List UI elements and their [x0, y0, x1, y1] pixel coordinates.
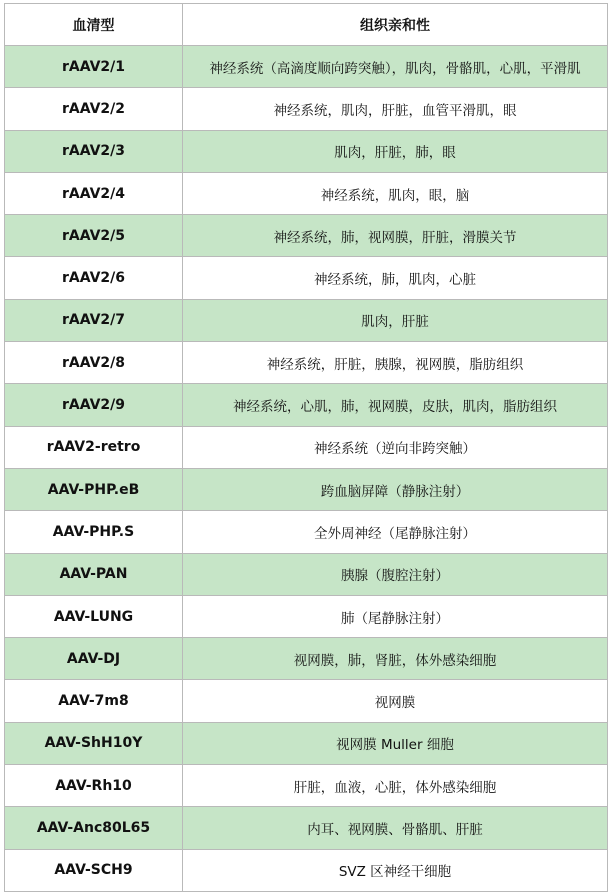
table-row: [5, 807, 608, 849]
serotype-cell: rAAV2/5: [5, 215, 183, 257]
table-row: [5, 215, 608, 257]
table-row: [5, 553, 608, 595]
serotype-table-container: [4, 3, 607, 892]
tropism-cell: 胰腺（腹腔注射）: [183, 553, 608, 595]
serotype-cell: rAAV2/9: [5, 384, 183, 426]
tropism-cell: 视网膜: [183, 680, 608, 722]
serotype-cell: rAAV2/1: [5, 46, 183, 88]
serotype-cell: rAAV2/6: [5, 257, 183, 299]
table-row: [5, 299, 608, 341]
table-row: [5, 511, 608, 553]
serotype-cell: AAV-LUNG: [5, 595, 183, 637]
table-row: [5, 257, 608, 299]
serotype-cell: rAAV2/7: [5, 299, 183, 341]
header-tropism: 组织亲和性: [183, 4, 608, 46]
table-row: [5, 172, 608, 214]
serotype-cell: rAAV2/4: [5, 172, 183, 214]
table-row: [5, 765, 608, 807]
serotype-cell: AAV-7m8: [5, 680, 183, 722]
table-row: [5, 342, 608, 384]
serotype-cell: AAV-Rh10: [5, 765, 183, 807]
serotype-cell: AAV-PAN: [5, 553, 183, 595]
table-row: [5, 384, 608, 426]
tropism-cell: 神经系统，肌肉，眼，脑: [183, 172, 608, 214]
serotype-cell: AAV-PHP.S: [5, 511, 183, 553]
table-row: [5, 849, 608, 891]
table-header: [5, 4, 608, 46]
tropism-cell: 神经系统，肺，肌肉，心脏: [183, 257, 608, 299]
tropism-cell: 全外周神经（尾静脉注射）: [183, 511, 608, 553]
tropism-cell: 跨血脑屏障（静脉注射）: [183, 468, 608, 510]
tropism-cell: 内耳、视网膜、骨骼肌、肝脏: [183, 807, 608, 849]
tropism-cell: 神经系统，肌肉，肝脏，血管平滑肌，眼: [183, 88, 608, 130]
aav-serotype-table: [4, 3, 608, 892]
serotype-cell: AAV-Anc80L65: [5, 807, 183, 849]
serotype-cell: AAV-ShH10Y: [5, 722, 183, 764]
serotype-cell: rAAV2/8: [5, 342, 183, 384]
tropism-cell: 神经系统（高滴度顺向跨突触），肌肉，骨骼肌，心肌，平滑肌: [183, 46, 608, 88]
serotype-cell: AAV-PHP.eB: [5, 468, 183, 510]
table-row: [5, 595, 608, 637]
tropism-cell: 肌肉，肝脏: [183, 299, 608, 341]
table-row: [5, 680, 608, 722]
serotype-cell: AAV-SCH9: [5, 849, 183, 891]
tropism-cell: SVZ 区神经干细胞: [183, 849, 608, 891]
table-body: [5, 46, 608, 892]
header-serotype: 血清型: [5, 4, 183, 46]
tropism-cell: 神经系统，肝脏，胰腺，视网膜，脂肪组织: [183, 342, 608, 384]
tropism-cell: 肝脏，血液，心脏，体外感染细胞: [183, 765, 608, 807]
tropism-cell: 神经系统（逆向非跨突触）: [183, 426, 608, 468]
header-row: [5, 4, 608, 46]
tropism-cell: 肌肉，肝脏，肺，眼: [183, 130, 608, 172]
table-row: [5, 722, 608, 764]
tropism-cell: 视网膜，肺，肾脏，体外感染细胞: [183, 638, 608, 680]
serotype-cell: rAAV2/2: [5, 88, 183, 130]
tropism-cell: 神经系统，心肌，肺，视网膜，皮肤，肌肉，脂肪组织: [183, 384, 608, 426]
tropism-cell: 神经系统，肺，视网膜，肝脏，滑膜关节: [183, 215, 608, 257]
table-row: [5, 88, 608, 130]
serotype-cell: AAV-DJ: [5, 638, 183, 680]
table-row: [5, 468, 608, 510]
tropism-cell: 视网膜 Muller 细胞: [183, 722, 608, 764]
table-row: [5, 130, 608, 172]
serotype-cell: rAAV2/3: [5, 130, 183, 172]
tropism-cell: 肺（尾静脉注射）: [183, 595, 608, 637]
table-row: [5, 46, 608, 88]
table-row: [5, 638, 608, 680]
table-row: [5, 426, 608, 468]
serotype-cell: rAAV2-retro: [5, 426, 183, 468]
